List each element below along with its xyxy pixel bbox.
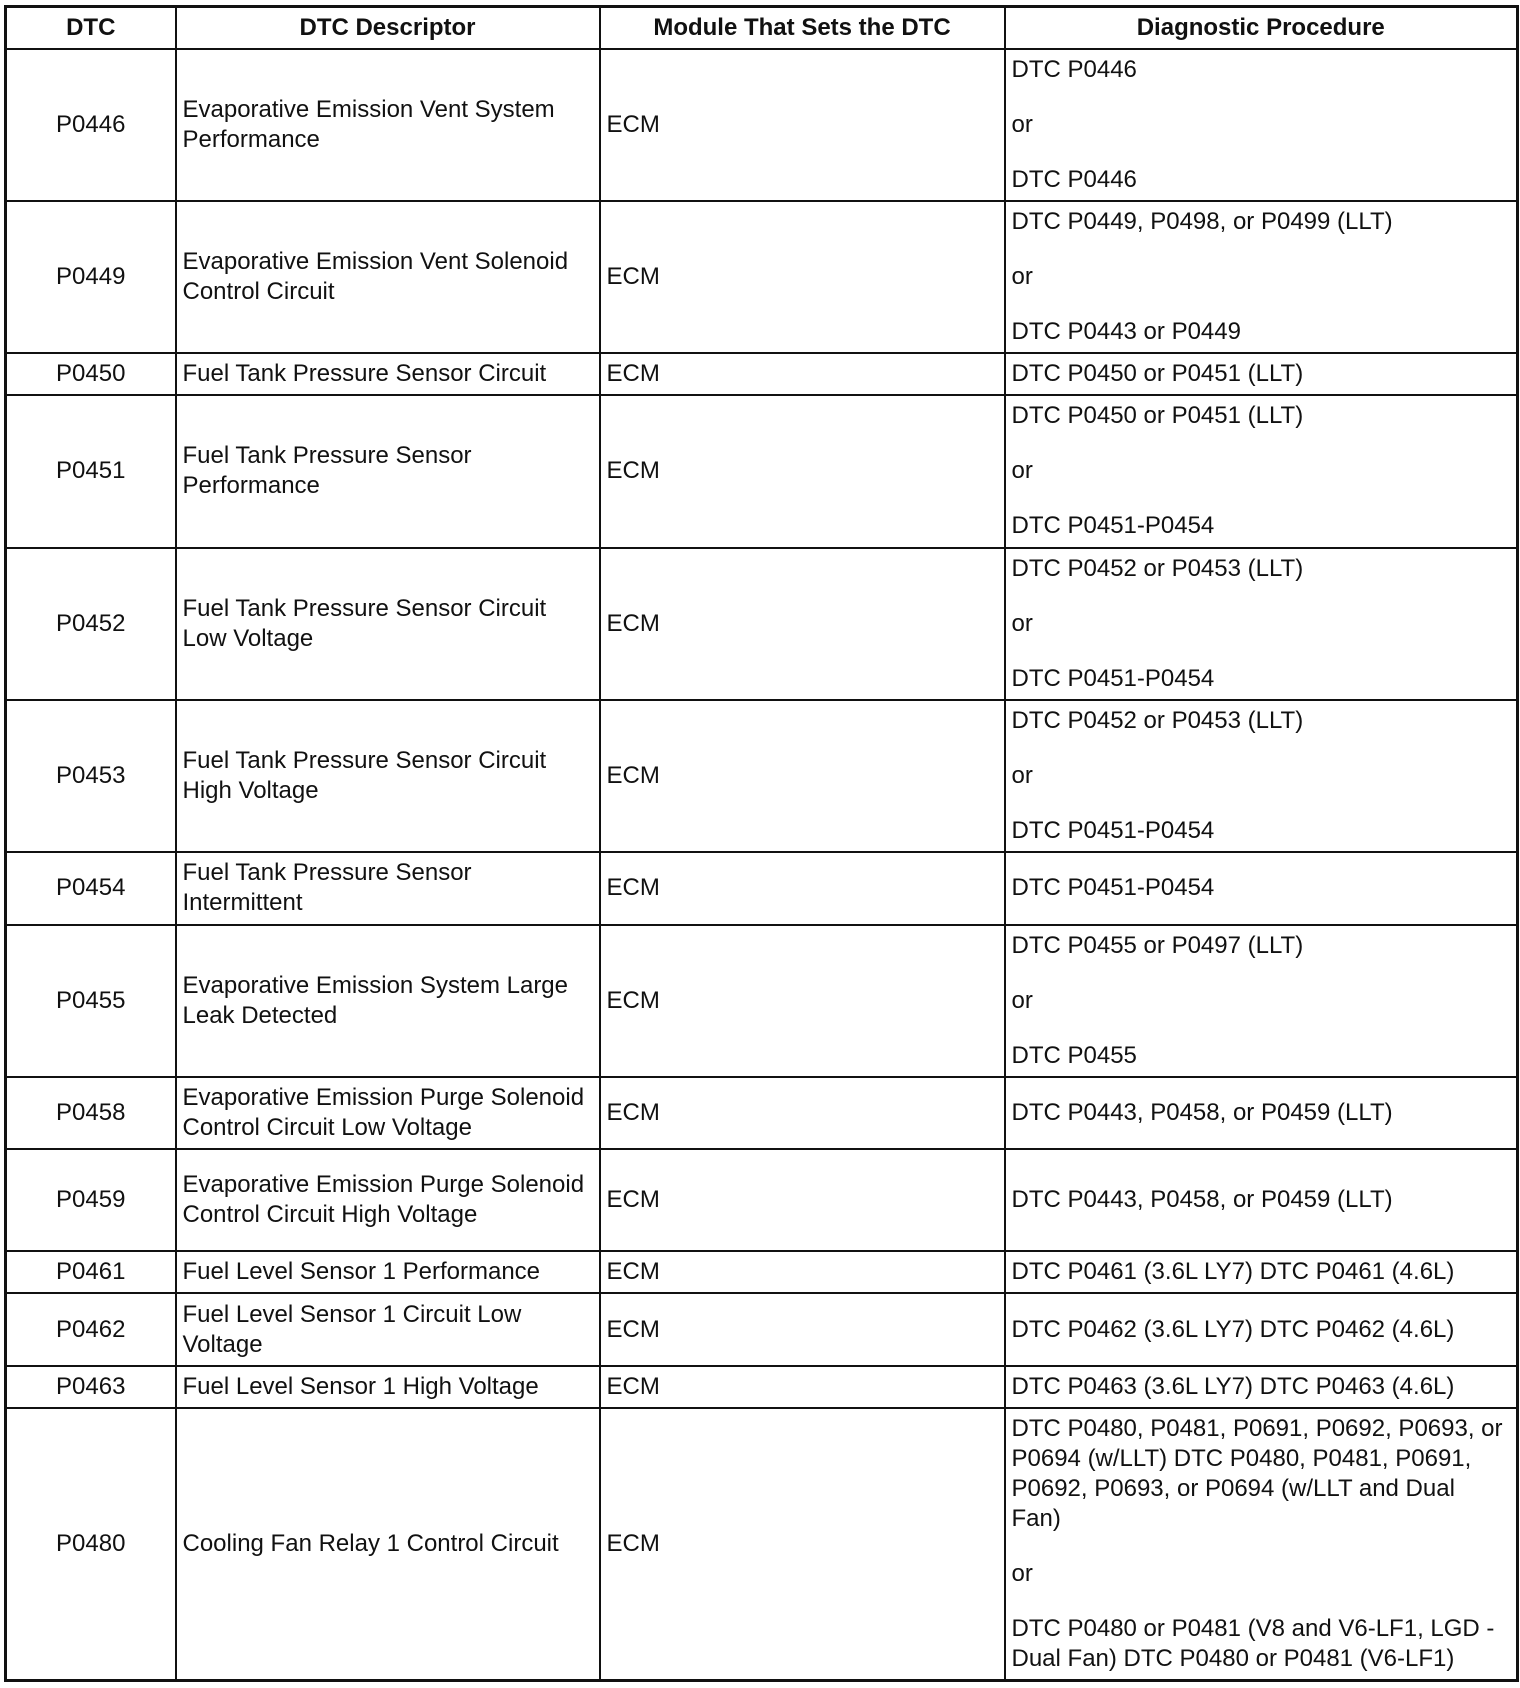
dtc-descriptor: Fuel Level Sensor 1 High Voltage xyxy=(176,1366,600,1408)
module-name: ECM xyxy=(600,49,1005,201)
dtc-code: P0449 xyxy=(6,201,176,353)
diagnostic-procedure xyxy=(1005,1366,1518,1408)
dtc-descriptor: Fuel Tank Pressure Sensor Circuit High Voltage xyxy=(176,700,600,852)
procedure-spacer xyxy=(1012,961,1511,986)
procedure-line: DTC P0455 xyxy=(1011,1041,1137,1069)
procedure-line: DTC P0480, P0481, P0691, P0692, P0693, or P0694 (w/LLT) DTC P0480, P0481, P0691, P0692, P0693, or P0694 (w/LLT and Dual Fan) xyxy=(1011,1414,1503,1532)
procedure-spacer xyxy=(1012,791,1511,816)
dtc-code: P0453 xyxy=(6,700,176,852)
diagnostic-procedure xyxy=(1005,1293,1518,1365)
procedure-line: or xyxy=(1011,457,1033,485)
table-row xyxy=(6,548,1518,700)
procedure-spacer xyxy=(1012,237,1511,262)
dtc-code: P0446 xyxy=(6,49,176,201)
table-row xyxy=(6,1077,1518,1149)
procedure-line: DTC P0455 or P0497 (LLT) xyxy=(1011,931,1304,959)
diagnostic-procedure xyxy=(1005,548,1518,700)
dtc-code: P0461 xyxy=(6,1251,176,1293)
header-dtc: DTC xyxy=(6,7,176,49)
header-descriptor: DTC Descriptor xyxy=(176,7,600,49)
procedure-line: DTC P0461 (3.6L LY7) DTC P0461 (4.6L) xyxy=(1011,1258,1455,1286)
module-name: ECM xyxy=(600,700,1005,852)
dtc-table xyxy=(4,5,1519,1682)
module-name: ECM xyxy=(600,852,1005,924)
dtc-code: P0459 xyxy=(6,1149,176,1251)
dtc-descriptor: Fuel Tank Pressure Sensor Circuit xyxy=(176,353,600,395)
dtc-descriptor: Fuel Tank Pressure Sensor Performance xyxy=(176,395,600,547)
dtc-descriptor: Evaporative Emission Purge Solenoid Control Circuit High Voltage xyxy=(176,1149,600,1251)
procedure-spacer xyxy=(1012,1016,1511,1041)
dtc-code: P0454 xyxy=(6,852,176,924)
diagnostic-procedure xyxy=(1005,925,1518,1077)
table-body xyxy=(6,49,1518,1681)
procedure-spacer xyxy=(1012,140,1511,165)
procedure-spacer xyxy=(1012,486,1511,511)
module-name: ECM xyxy=(600,395,1005,547)
dtc-code: P0480 xyxy=(6,1408,176,1681)
header-row xyxy=(6,7,1518,49)
table-row xyxy=(6,1293,1518,1365)
procedure-spacer xyxy=(1012,639,1511,664)
procedure-line: or xyxy=(1011,609,1033,637)
module-name: ECM xyxy=(600,1293,1005,1365)
procedure-line: DTC P0450 or P0451 (LLT) xyxy=(1011,360,1304,388)
procedure-spacer xyxy=(1012,1589,1511,1614)
dtc-code: P0455 xyxy=(6,925,176,1077)
diagnostic-procedure xyxy=(1005,201,1518,353)
table-row xyxy=(6,1366,1518,1408)
table-row xyxy=(6,1149,1518,1251)
procedure-line: DTC P0450 or P0451 (LLT) xyxy=(1011,402,1304,430)
module-name: ECM xyxy=(600,353,1005,395)
procedure-line: DTC P0463 (3.6L LY7) DTC P0463 (4.6L) xyxy=(1011,1372,1455,1400)
dtc-descriptor: Fuel Level Sensor 1 Circuit Low Voltage xyxy=(176,1293,600,1365)
procedure-spacer xyxy=(1012,584,1511,609)
procedure-line: DTC P0462 (3.6L LY7) DTC P0462 (4.6L) xyxy=(1011,1315,1455,1343)
dtc-code: P0462 xyxy=(6,1293,176,1365)
dtc-descriptor: Evaporative Emission System Large Leak Detected xyxy=(176,925,600,1077)
procedure-line: DTC P0443, P0458, or P0459 (LLT) xyxy=(1011,1186,1393,1214)
procedure-line: or xyxy=(1011,986,1033,1014)
table-row xyxy=(6,49,1518,201)
procedure-line: DTC P0452 or P0453 (LLT) xyxy=(1011,554,1304,582)
module-name: ECM xyxy=(600,548,1005,700)
module-name: ECM xyxy=(600,201,1005,353)
procedure-spacer xyxy=(1012,85,1511,110)
dtc-code: P0450 xyxy=(6,353,176,395)
procedure-line: DTC P0452 or P0453 (LLT) xyxy=(1011,707,1304,735)
module-name: ECM xyxy=(600,1366,1005,1408)
diagnostic-procedure xyxy=(1005,49,1518,201)
procedure-line: DTC P0480 or P0481 (V8 and V6-LF1, LGD - Dual Fan) DTC P0480 or P0481 (V6-LF1) xyxy=(1011,1614,1495,1672)
module-name: ECM xyxy=(600,1149,1005,1251)
diagnostic-procedure xyxy=(1005,395,1518,547)
procedure-line: or xyxy=(1011,1559,1033,1587)
dtc-code: P0463 xyxy=(6,1366,176,1408)
procedure-line: DTC P0451-P0454 xyxy=(1011,512,1215,540)
table-row xyxy=(6,353,1518,395)
dtc-code: P0458 xyxy=(6,1077,176,1149)
procedure-line: DTC P0443 or P0449 xyxy=(1011,318,1241,346)
dtc-descriptor: Fuel Tank Pressure Sensor Circuit Low Voltage xyxy=(176,548,600,700)
procedure-line: or xyxy=(1011,762,1033,790)
diagnostic-procedure xyxy=(1005,1251,1518,1293)
diagnostic-procedure xyxy=(1005,852,1518,924)
procedure-line: DTC P0446 xyxy=(1011,165,1137,193)
table-row xyxy=(6,201,1518,353)
module-name: ECM xyxy=(600,1251,1005,1293)
procedure-line: DTC P0451-P0454 xyxy=(1011,874,1215,902)
table-row xyxy=(6,1251,1518,1293)
dtc-code: P0452 xyxy=(6,548,176,700)
table-row xyxy=(6,852,1518,924)
procedure-line: DTC P0449, P0498, or P0499 (LLT) xyxy=(1011,208,1393,236)
diagnostic-procedure xyxy=(1005,1408,1518,1681)
procedure-spacer xyxy=(1012,431,1511,456)
procedure-line: DTC P0446 xyxy=(1011,55,1137,83)
diagnostic-procedure xyxy=(1005,1077,1518,1149)
procedure-line: DTC P0443, P0458, or P0459 (LLT) xyxy=(1011,1099,1393,1126)
procedure-spacer xyxy=(1012,292,1511,317)
table-row xyxy=(6,925,1518,1077)
procedure-line: DTC P0451-P0454 xyxy=(1011,664,1215,692)
header-module: Module That Sets the DTC xyxy=(600,7,1005,49)
table-row xyxy=(6,395,1518,547)
procedure-spacer xyxy=(1012,1534,1511,1559)
dtc-descriptor: Cooling Fan Relay 1 Control Circuit xyxy=(176,1408,600,1681)
dtc-code: P0451 xyxy=(6,395,176,547)
dtc-descriptor: Fuel Level Sensor 1 Performance xyxy=(176,1251,600,1293)
procedure-line: or xyxy=(1011,263,1033,291)
dtc-descriptor: Evaporative Emission Vent Solenoid Control Circuit xyxy=(176,201,600,353)
dtc-descriptor: Evaporative Emission Purge Solenoid Control Circuit Low Voltage xyxy=(176,1077,600,1149)
module-name: ECM xyxy=(600,1077,1005,1149)
procedure-line: DTC P0451-P0454 xyxy=(1011,817,1215,845)
diagnostic-procedure xyxy=(1005,353,1518,395)
procedure-spacer xyxy=(1012,736,1511,761)
table-row xyxy=(6,1408,1518,1681)
diagnostic-procedure xyxy=(1005,700,1518,852)
dtc-descriptor: Fuel Tank Pressure Sensor Intermittent xyxy=(176,852,600,924)
procedure-line: or xyxy=(1011,110,1033,138)
module-name: ECM xyxy=(600,925,1005,1077)
module-name: ECM xyxy=(600,1408,1005,1681)
table-row xyxy=(6,700,1518,852)
dtc-descriptor: Evaporative Emission Vent System Performance xyxy=(176,49,600,201)
diagnostic-procedure xyxy=(1005,1149,1518,1251)
header-procedure: Diagnostic Procedure xyxy=(1005,7,1518,49)
